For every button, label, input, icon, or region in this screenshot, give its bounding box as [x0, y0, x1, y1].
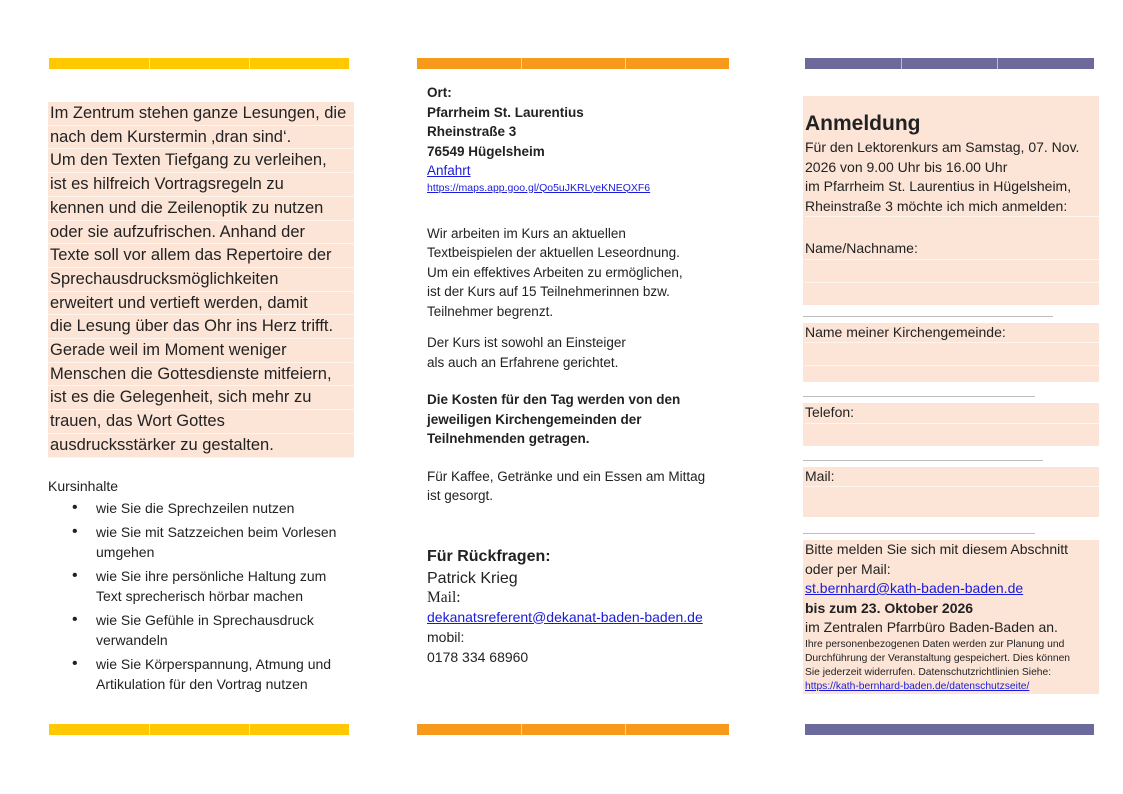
location-label: Ort:: [427, 85, 452, 100]
phone-field-label: Telefon:: [805, 404, 855, 420]
intro-line: Um den Texten Tiefgang zu verleihen,: [48, 149, 354, 173]
parish-field-line: [803, 396, 1035, 397]
middle-panel: [427, 83, 747, 667]
questions-heading: Für Rückfragen:: [427, 547, 551, 565]
course-info-line: Wir arbeiten im Kurs an aktuellen: [427, 225, 626, 241]
catering-line: Für Kaffee, Getränke und ein Essen am Mittag: [427, 468, 706, 484]
catering-line: ist gesorgt.: [427, 488, 494, 503]
course-info-line: ist der Kurs auf 15 Teilnehmerinnen bzw.: [427, 284, 670, 299]
top-bar-left: [49, 58, 349, 69]
privacy-line: Ihre personenbezogenen Daten werden zur Planung und: [805, 638, 1065, 650]
mail-field-label: Mail:: [805, 467, 835, 484]
course-info-line: Um ein effektives Arbeiten zu ermöglichen,: [427, 264, 683, 280]
mail-field-line: [803, 533, 1035, 534]
left-panel: [48, 102, 354, 698]
privacy-link[interactable]: https://kath-bernhard-baden.de/datenschutzseite/: [805, 680, 1030, 692]
audience-line: als auch an Erfahrene gerichtet.: [427, 354, 619, 370]
contact-mail-link[interactable]: dekanatsreferent@dekanat-baden-baden.de: [427, 608, 703, 625]
registration-intro-line: im Pfarrheim St. Laurentius in Hügelsheim,: [805, 178, 1072, 194]
costs-line: Die Kosten für den Tag werden von den: [427, 392, 681, 407]
instructions-line: Bitte melden Sie sich mit diesem Abschnitt: [805, 541, 1069, 557]
intro-line: ist es die Gelegenheit, sich mehr zu: [48, 386, 354, 410]
course-info-line: Teilnehmer begrenzt.: [427, 303, 554, 319]
intro-line: oder sie aufzufrischen. Anhand der: [48, 221, 354, 245]
registration-header: [803, 96, 1099, 305]
venue-street: Rheinstraße 3: [427, 124, 517, 139]
list-item: • wie Sie mit Satzzeichen beim Vorlesen umgehen: [96, 522, 354, 562]
contact-mobile-label: mobil:: [427, 628, 465, 645]
name-field[interactable]: [805, 259, 1099, 282]
phone-field[interactable]: [805, 423, 1099, 446]
bottom-bar-middle: [417, 724, 729, 735]
venue-city: 76549 Hügelsheim: [427, 143, 545, 159]
intro-line: kennen und die Zeilenoptik zu nutzen: [48, 197, 354, 221]
phone-section: [803, 403, 1099, 446]
intro-line: die Lesung über das Ohr ins Herz trifft.: [48, 315, 354, 339]
costs-line: Teilnehmenden getragen.: [427, 431, 590, 446]
course-list: [48, 498, 354, 694]
intro-line: Im Zentrum stehen ganze Lesungen, die: [48, 102, 354, 126]
top-bar-right: [805, 58, 1094, 69]
registration-mail-link[interactable]: st.bernhard@kath-baden-baden.de: [805, 580, 1024, 596]
intro-line: erweitert und vertieft werden, damit: [48, 292, 354, 316]
registration-deadline: bis zum 23. Oktober 2026: [805, 599, 974, 616]
registration-intro-line: 2026 von 9.00 Uhr bis 16.00 Uhr: [805, 158, 1008, 175]
contact-mail-label: Mail:: [427, 588, 461, 606]
intro-line: ist es hilfreich Vortragsregeln zu: [48, 173, 354, 197]
intro-line: ausdrucksstärker zu gestalten.: [48, 434, 354, 458]
bottom-bar-left: [49, 724, 349, 735]
intro-line: nach dem Kurstermin ‚dran sind‘.: [48, 126, 354, 150]
bottom-bar-right: [805, 724, 1094, 735]
contact-mobile-number: 0178 334 68960: [427, 648, 529, 665]
intro-line: Gerade weil im Moment weniger: [48, 339, 354, 363]
mail-field[interactable]: [805, 486, 1099, 517]
list-item: • wie Sie Körperspannung, Atmung und Artikulation für den Vortrag nutzen: [96, 654, 354, 694]
contact-name: Patrick Krieg: [427, 569, 518, 587]
parish-section: [803, 323, 1099, 383]
audience-line: Der Kurs ist sowohl an Einsteiger: [427, 335, 626, 350]
name-field-label: Name/Nachname:: [805, 240, 918, 256]
registration-instructions: [803, 540, 1099, 694]
mail-section: [803, 467, 1099, 518]
top-bar-middle: [417, 58, 729, 69]
registration-title: Anmeldung: [805, 112, 921, 135]
registration-panel: [803, 96, 1099, 694]
name-field-line: [803, 316, 1053, 317]
intro-line: Texte soll vor allem das Repertoire der: [48, 244, 354, 268]
registration-office: im Zentralen Pfarrbüro Baden-Baden an.: [805, 619, 1058, 635]
intro-line: trauen, das Wort Gottes: [48, 410, 354, 434]
costs-line: jeweiligen Kirchengemeinden der: [427, 411, 642, 427]
intro-line: Sprechausdrucksmöglichkeiten: [48, 268, 354, 292]
parish-field[interactable]: [805, 342, 1099, 365]
maps-link[interactable]: https://maps.app.goo.gl/Qo5uJKRLyeKNEQXF6: [427, 181, 651, 194]
course-heading: Kursinhalte: [48, 477, 119, 494]
course-info-line: Textbeispielen der aktuellen Leseordnung.: [427, 245, 680, 260]
venue-name: Pfarrheim St. Laurentius: [427, 104, 584, 120]
phone-field-line: [803, 460, 1043, 461]
instructions-line: oder per Mail:: [805, 560, 891, 577]
intro-line: Menschen die Gottesdienste mitfeiern,: [48, 363, 354, 387]
list-item: • wie Sie Gefühle in Sprechausdruck verwandeln: [96, 610, 354, 650]
list-item: • wie Sie ihre persönliche Haltung zum Text sprecherisch hörbar machen: [96, 566, 354, 606]
parish-field-label: Name meiner Kirchengemeinde:: [805, 323, 1006, 340]
registration-intro-line: Rheinstraße 3 möchte ich mich anmelden:: [805, 197, 1068, 214]
registration-intro-line: Für den Lektorenkurs am Samstag, 07. Nov.: [805, 139, 1080, 155]
directions-link[interactable]: Anfahrt: [427, 163, 471, 178]
list-item: • wie Sie die Sprechzeilen nutzen: [96, 498, 354, 518]
intro-text: [48, 102, 354, 458]
privacy-line: Sie jederzeit widerrufen. Datenschutzrichtlinien Siehe:: [805, 666, 1052, 678]
privacy-line: Durchführung der Veranstaltung gespeichert. Dies können: [805, 652, 1071, 664]
